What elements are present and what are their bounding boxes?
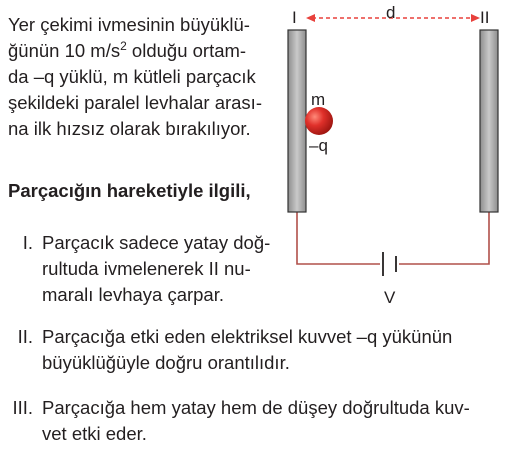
plate-1-label: I: [292, 8, 297, 27]
intro-line-2b: olduğu ortam-: [126, 40, 247, 61]
statement-3-line-2: vet etki eder.: [42, 423, 147, 444]
intro-line-2a: ğünün 10 m/s: [8, 40, 121, 61]
distance-arrowhead-left: [306, 14, 315, 22]
distance-label: d: [386, 3, 396, 22]
statement-1-number: I.: [22, 232, 33, 253]
plate-1: [288, 30, 306, 212]
intro-line-4: şekildeki paralel levhalar arası-: [8, 92, 262, 113]
circuit-wire-right: [399, 212, 489, 264]
distance-arrowhead-right: [471, 14, 480, 22]
mass-label: m: [311, 90, 326, 109]
plate-2-label: II: [480, 8, 490, 27]
statement-2-line-2: büyüklüğüyle doğru orantılıdır.: [42, 352, 290, 373]
voltage-label: V: [384, 288, 396, 307]
particle: [305, 107, 333, 135]
plate-2: [480, 30, 498, 212]
statement-3-number: III.: [12, 397, 33, 418]
statement-2-number: II.: [17, 326, 33, 347]
statement-3-line-1: Parçacığa hem yatay hem de düşey doğrultuda kuv-: [42, 397, 470, 418]
question-text: Parçacığın hareketiyle ilgili,: [8, 180, 251, 201]
statement-1-line-1: Parçacık sadece yatay doğ-: [42, 232, 271, 253]
intro-line-5: na ilk hızsız olarak bırakılıyor.: [8, 118, 251, 139]
charge-label: –q: [309, 136, 328, 155]
statement-1-line-3: maralı levhaya çarpar.: [42, 284, 225, 305]
statement-2-line-1: Parçacığa etki eden elektriksel kuvvet –q yükünün: [42, 326, 453, 347]
intro-line-3: da –q yüklü, m kütleli parçacık: [8, 66, 256, 87]
circuit-wire: [297, 212, 380, 264]
superscript-2: 2: [120, 38, 127, 53]
intro-line-1: Yer çekimi ivmesinin büyüklü-: [8, 14, 250, 35]
statement-1-line-2: rultuda ivmelenerek II nu-: [42, 258, 251, 279]
